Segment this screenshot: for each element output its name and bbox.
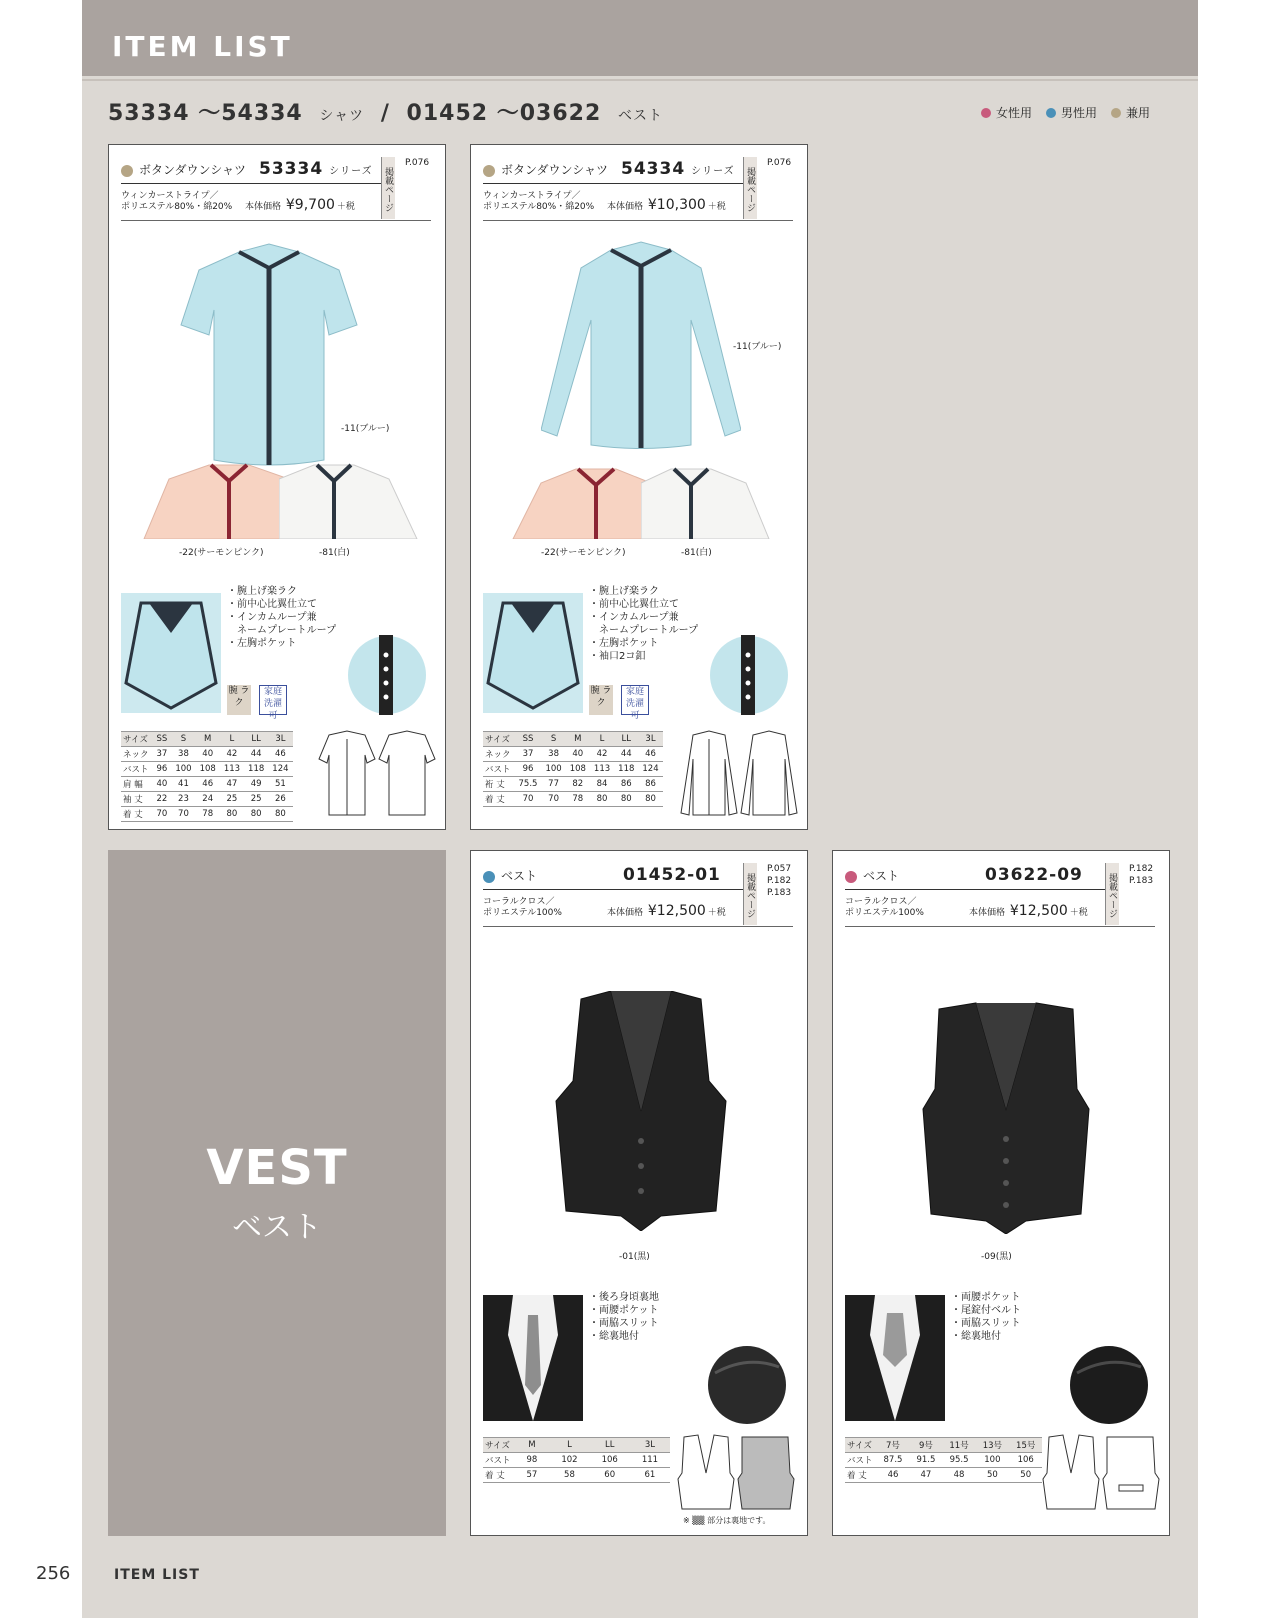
product-category: ベスト [863, 869, 900, 883]
fabric-swatch-circle-image [1069, 1345, 1149, 1425]
page-ref-tab: 掲載ページ [1105, 863, 1119, 925]
header-line [483, 926, 793, 927]
size-table: サイズ SS S M L LL 3L ネック 37 38 40 42 44 46 バスト 96 100 108 113 118 124 肩 幅 40 41 46 47 49 51 袖 丈 22 23 24 25 25 26 着 丈 70 70 78 80 80 80 [121, 731, 293, 822]
series-separator: / [380, 101, 390, 126]
price: 本体価格 ¥10,300 ＋税 [607, 197, 726, 213]
product-code: 54334 シリーズ [621, 159, 735, 179]
vest-black-women-image [921, 999, 1091, 1234]
product-category: ベスト [501, 869, 538, 883]
dot-icon [981, 108, 991, 118]
vest-heading-ja: ベスト [232, 1210, 322, 1245]
gender-legend [981, 104, 1150, 121]
header-line [121, 220, 431, 221]
arm-ease-badge: 腕 ラク [227, 685, 251, 715]
vest-section-panel [108, 850, 446, 1536]
vest-heading-en: VEST [206, 1140, 348, 1196]
lining-note: ※ ▒▒ 部分は裏地です。 [683, 1516, 771, 1525]
size-table: サイズ SS S M L LL 3L ネック 37 38 40 42 44 46 バスト 96 100 108 113 118 124 裄 丈 75.5 77 82 84 86 86 着 丈 70 70 78 80 80 80 [483, 731, 663, 807]
title-underline [483, 183, 743, 184]
page-refs: P.182 P.183 [1129, 864, 1154, 886]
legend-item-men: 男性用 [1046, 104, 1097, 121]
color-label-1: -22(サーモンピンク) [179, 548, 264, 558]
footer-title: ITEM LIST [114, 1567, 200, 1583]
color-label-2: -81(白) [319, 548, 350, 558]
price: 本体価格 ¥9,700 ＋税 [245, 197, 355, 213]
vest-line-drawing [1041, 1433, 1161, 1513]
page-margin-left [0, 0, 82, 1618]
color-label-2: -81(白) [681, 548, 712, 558]
women-dot-icon [845, 871, 857, 883]
product-code: 03622-09 [985, 865, 1083, 885]
home-wash-badge: 家庭 洗濯可 [259, 685, 287, 715]
product-card-54334 [470, 144, 808, 830]
vest-black-image [551, 991, 731, 1231]
series-title [108, 96, 671, 127]
product-card-01452-01 [470, 850, 808, 1536]
home-wash-badge: 家庭 洗濯可 [621, 685, 649, 715]
product-category: ボタンダウンシャツ [139, 163, 246, 177]
feature-list: ・腕上げ楽ラク ・前中心比翼仕立て ・インカムループ兼 ネームプレートループ ・左胸ポケット ・袖口2コ釦 [589, 586, 699, 662]
fabric-swatch-circle-image [707, 1345, 787, 1425]
price: 本体価格 ¥12,500 ＋税 [969, 903, 1088, 919]
page-refs: P.076 [405, 158, 430, 168]
page-refs: P.057 P.182 P.183 [767, 864, 792, 898]
shirt-blue-short-sleeve-image [179, 240, 359, 470]
trim-detail-circle-image [347, 635, 427, 715]
shirt-line-drawing [317, 729, 437, 819]
shirt-line-drawing [679, 729, 799, 819]
feature-list: ・腕上げ楽ラク ・前中心比翼仕立て ・インカムループ兼 ネームプレートループ ・左胸ポケット [227, 586, 337, 649]
unisex-dot-icon [121, 165, 133, 177]
color-label-main: -09(黒) [981, 1252, 1012, 1262]
vest-model-detail-image [483, 1295, 583, 1421]
product-category: ボタンダウンシャツ [501, 163, 608, 177]
dot-icon [1111, 108, 1121, 118]
legend-item-women: 女性用 [981, 104, 1032, 121]
header-bar [82, 0, 1198, 76]
product-card-53334 [108, 144, 446, 830]
shirt-blue-long-sleeve-image [541, 240, 741, 450]
arm-ease-badge: 腕 ラク [589, 685, 613, 715]
collar-detail-image [121, 593, 221, 713]
size-table: サイズ 7号 9号 11号 13号 15号 バスト 87.5 91.5 95.5 100 106 着 丈 46 47 48 50 50 [845, 1437, 1042, 1483]
shirt-white-image [279, 459, 419, 539]
header-title: ITEM LIST [112, 30, 293, 63]
header-line [845, 926, 1155, 927]
legend-item-unisex: 兼用 [1111, 104, 1150, 121]
page-number: 256 [36, 1563, 71, 1584]
color-label-main: -01(黒) [619, 1252, 650, 1262]
fabric-info: コーラルクロス／ ポリエステル100% [845, 897, 924, 918]
page-ref-tab: 掲載ページ [743, 157, 757, 219]
size-table: サイズ M L LL 3L バスト 98 102 106 111 着 丈 57 58 60 61 [483, 1437, 670, 1483]
series-label-vests: ベスト [617, 108, 663, 124]
vest-model-detail-image [845, 1295, 945, 1421]
fabric-info: ウィンカーストライプ／ ポリエステル80%・綿20% [483, 191, 595, 212]
vest-line-drawing [676, 1433, 796, 1513]
product-code: 01452-01 [623, 865, 721, 885]
title-underline [121, 183, 381, 184]
fabric-info: ウィンカーストライプ／ ポリエステル80%・綿20% [121, 191, 233, 212]
page-ref-tab: 掲載ページ [743, 863, 757, 925]
page-ref-tab: 掲載ページ [381, 157, 395, 219]
product-code: 53334 シリーズ [259, 159, 373, 179]
header-line [483, 220, 793, 221]
shirt-white-image [641, 463, 771, 539]
feature-list: ・後ろ身頃裏地 ・両腰ポケット ・両脇スリット ・総裏地付 [589, 1292, 659, 1342]
men-dot-icon [483, 871, 495, 883]
collar-detail-image [483, 593, 583, 713]
series-range-shirts: 53334 ～54334 [108, 101, 303, 126]
fabric-info: コーラルクロス／ ポリエステル100% [483, 897, 562, 918]
header-divider [82, 79, 1198, 81]
feature-list: ・両腰ポケット ・尾錠付ベルト ・両脇スリット ・総裏地付 [951, 1292, 1021, 1342]
trim-detail-circle-image [709, 635, 789, 715]
color-label-1: -22(サーモンピンク) [541, 548, 626, 558]
unisex-dot-icon [483, 165, 495, 177]
dot-icon [1046, 108, 1056, 118]
series-label-shirts: シャツ [319, 108, 365, 124]
title-underline [845, 889, 1105, 890]
price: 本体価格 ¥12,500 ＋税 [607, 903, 726, 919]
page-refs: P.076 [767, 158, 792, 168]
page-margin-right [1198, 0, 1280, 1618]
title-underline [483, 889, 743, 890]
color-label-main: -11(ブルー) [733, 342, 782, 352]
series-range-vests: 01452 ～03622 [406, 101, 602, 126]
color-label-main: -11(ブルー) [341, 424, 390, 434]
product-card-03622-09 [832, 850, 1170, 1536]
